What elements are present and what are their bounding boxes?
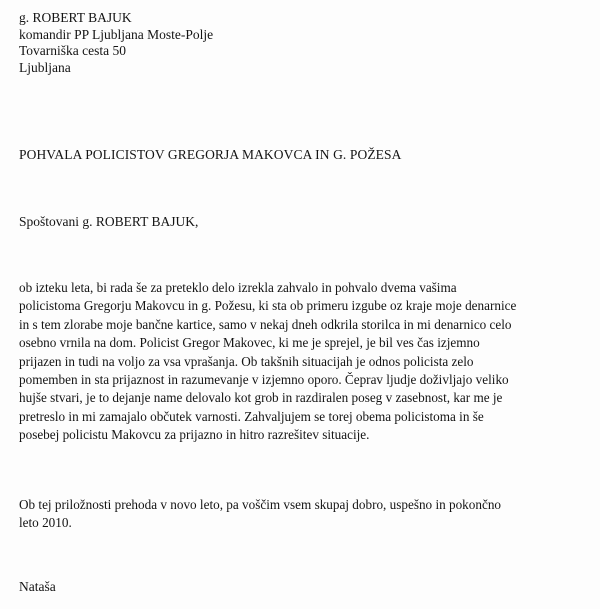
body-line: hujše stvari, je to dejanje name delovalo kot grob in razdiralen poseg v zasebnost, kar me je: [19, 390, 503, 406]
recipient-city: Ljubljana: [19, 59, 71, 75]
recipient-name: g. ROBERT BAJUK: [19, 10, 132, 25]
closing-line: leto 2010.: [19, 515, 72, 531]
body-line: pomemben in sta prijaznost in razumevanje v izjemno oporo. Čeprav ljudje doživljajo veliko: [19, 372, 509, 388]
body-line: posebej policistu Makovcu za prijazno in hitro razrešitev situacije.: [19, 427, 370, 443]
letter-subject: POHVALA POLICISTOV GREGORJA MAKOVCA IN G. POŽESA: [19, 147, 402, 162]
recipient-address: [19, 10, 213, 76]
letter-body: [19, 279, 599, 445]
closing-line: Ob tej priložnosti prehoda v novo leto, pa voščim vsem skupaj dobro, uspešno in pokončno: [19, 497, 502, 512]
body-line: policistoma Gregorju Makovcu in g. Požesu, ki sta ob primeru izgube oz kraje moje denarnice: [19, 298, 517, 314]
recipient-title: komandir PP Ljubljana Moste-Polje: [19, 26, 214, 42]
body-line: in s tem zlorabe moje bančne kartice, samo v nekaj dneh odkrila storilca in mi denarnico celo: [19, 316, 512, 332]
body-line: osebno vrnila na dom. Policist Gregor Makovec, ki me je sprejel, je bil ves čas izjemno: [19, 335, 480, 351]
body-line: prijazen in tudi na voljo za vsa vprašanja. Ob takšnih situacijah je odnos policista zelo: [19, 353, 474, 369]
body-line: pretreslo in mi zamajalo občutek varnosti. Zahvaljujem se torej obema policistoma in še: [19, 408, 484, 424]
letter-salutation: Spoštovani g. ROBERT BAJUK,: [19, 214, 199, 229]
recipient-street: Tovarniška cesta 50: [19, 43, 127, 58]
body-line: ob izteku leta, bi rada še za preteklo delo izrekla zahvalo in pohvalo dvema vašima: [19, 280, 457, 295]
letter-closing: [19, 496, 501, 533]
letter-signature: Nataša: [19, 579, 56, 594]
